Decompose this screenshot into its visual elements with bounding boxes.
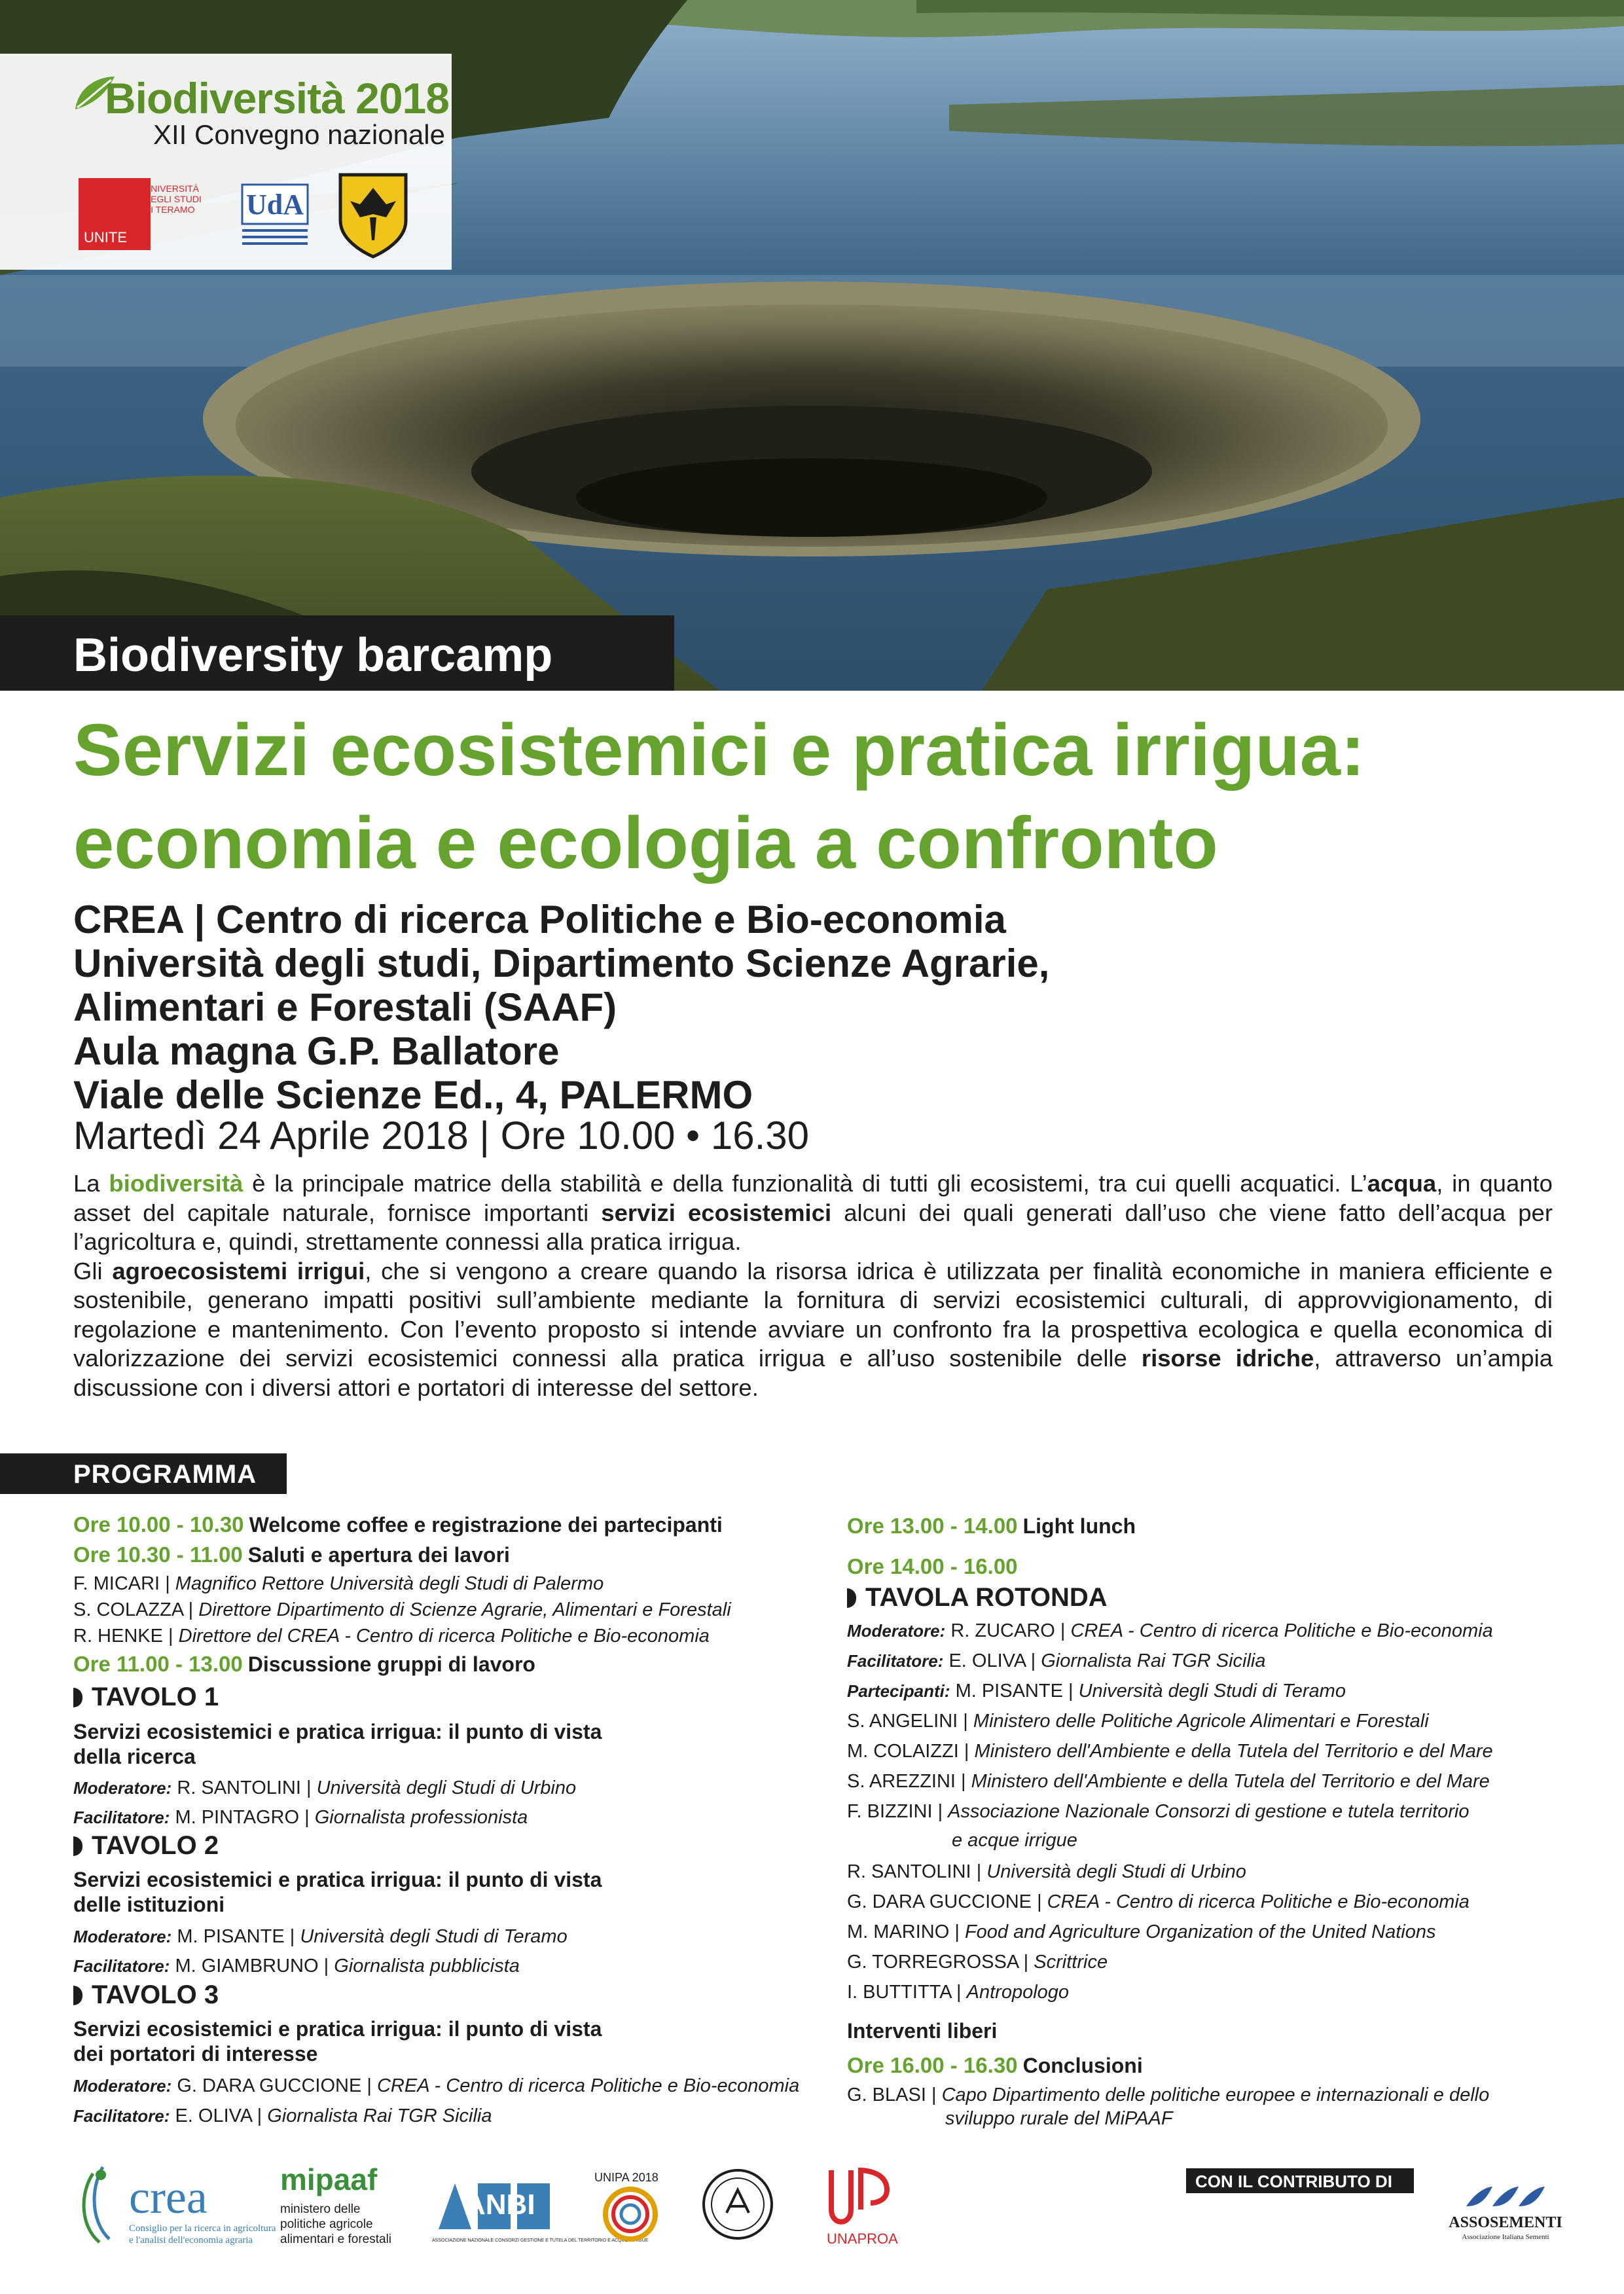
- barcamp-label: Biodiversity barcamp: [73, 629, 553, 682]
- participants-row: Partecipanti: M. PISANTE | Università degli Studi di Teramo: [847, 1681, 1346, 1702]
- half-circle-icon: [847, 1588, 856, 1608]
- svg-text:Consiglio per la ricerca in ag: Consiglio per la ricerca in agricoltura: [129, 2223, 276, 2234]
- unipa-2018-logo: [594, 2167, 666, 2246]
- mipaaf-logo: [280, 2160, 411, 2252]
- main-title-line: Servizi ecosistemici e pratica irrigua:: [73, 709, 1365, 791]
- schedule-time: Ore 14.00 - 16.00: [847, 1554, 1018, 1578]
- facilitator-row: Facilitatore: E. OLIVA | Giornalista Rai TGR Sicilia: [73, 2105, 492, 2126]
- moderator-row: Moderatore: R. ZUCARO | CREA - Centro di ricerca Politiche e Bio-economia: [847, 1620, 1493, 1641]
- schedule-item: [73, 1512, 723, 1537]
- participant-row: M. MARINO | Food and Agriculture Organization of the United Nations: [847, 1921, 1436, 1942]
- half-circle-icon: [73, 1836, 82, 1856]
- svg-text:crea: crea: [129, 2171, 208, 2223]
- tavolo-topic: Servizi ecosistemici e pratica irrigua: il punto di vista: [73, 2017, 602, 2041]
- unite-name-line: DI TERAMO: [144, 204, 195, 215]
- tavolo-heading: TAVOLO 2: [73, 1831, 219, 1861]
- svg-text:politiche agricole: politiche agricole: [280, 2217, 373, 2231]
- moderator-row: Moderatore: R. SANTOLINI | Università degli Studi di Urbino: [73, 1777, 577, 1798]
- participant-row-continued: e acque irrigue: [952, 1830, 1077, 1851]
- tavolo-topic: Servizi ecosistemici e pratica irrigua: il punto di vista: [73, 1720, 602, 1743]
- tavolo-topic: dei portatori di interesse: [73, 2042, 318, 2066]
- participant-row: G. DARA GUCCIONE | CREA - Centro di ricerca Politiche e Bio-economia: [847, 1891, 1470, 1912]
- intro-paragraph: La biodiversità è la principale matrice della stabilità e della funzionalità di tutti gli ecosistemi, tra cui quelli acquatici. L’acqua, in quanto asset del capitale naturale, fornisce importanti servizi ecosistemici alcuni dei quali generati dall’uso che viene fatto dell’acqua per l’agricoltura e, quindi, strettamente connessi alla pratica irrigua.: [73, 1170, 1553, 1255]
- keyword-servizi: servizi ecosistemici: [601, 1199, 832, 1226]
- unite-name: [144, 183, 223, 215]
- svg-text:alimentari e forestali: alimentari e forestali: [280, 2232, 392, 2246]
- closing-speaker-row: G. BLASI | Capo Dipartimento delle politiche europee e internazionali e dello: [847, 2085, 1490, 2105]
- schedule-time: Ore 10.30 - 11.00: [73, 1542, 243, 1567]
- speaker-row: R. HENKE | Direttore del CREA - Centro di ricerca Politiche e Bio-economia: [73, 1626, 710, 1647]
- participant-row: R. SANTOLINI | Università degli Studi di Urbino: [847, 1861, 1246, 1882]
- tavolo-topic: Servizi ecosistemici e pratica irrigua: il punto di vista: [73, 1868, 602, 1891]
- uda-logo: [236, 178, 314, 250]
- participant-row: S. AREZZINI | Ministero dell'Ambiente e della Tutela del Territorio e del Mare: [847, 1771, 1490, 1792]
- schedule-title: Welcome coffee e registrazione dei partecipanti: [249, 1513, 723, 1537]
- unaproa-logo: [821, 2164, 907, 2249]
- keyword-biodiversita: biodiversità: [109, 1170, 244, 1197]
- venue-line: Aula magna G.P. Ballatore: [73, 1029, 560, 1073]
- schedule-item: [847, 1514, 1136, 1538]
- schedule-item: [847, 1554, 1018, 1579]
- svg-text:Associazione Italiana Sementi: Associazione Italiana Sementi: [1462, 2233, 1549, 2241]
- svg-text:ASSOSEMENTI: ASSOSEMENTI: [1449, 2214, 1562, 2231]
- keyword-risorse: risorse idriche: [1141, 1345, 1314, 1372]
- programma-label: PROGRAMMA: [73, 1460, 257, 1489]
- svg-text:mipaaf: mipaaf: [280, 2162, 378, 2196]
- svg-text:UNAPROA: UNAPROA: [827, 2230, 898, 2247]
- tavolo-topic: delle istituzioni: [73, 1893, 225, 1916]
- contributo-banner: [1186, 2168, 1414, 2193]
- keyword-acqua: acqua: [1367, 1170, 1437, 1197]
- tavolo-heading: TAVOLO 1: [73, 1683, 219, 1712]
- unite-name-line: UNIVERSITÀ: [144, 183, 200, 194]
- barcamp-banner: [0, 615, 674, 691]
- event-subtitle: XII Convegno nazionale: [153, 119, 445, 150]
- interventi-liberi: Interventi liberi: [847, 2019, 998, 2043]
- schedule-time: Ore 16.00 - 16.30: [847, 2053, 1018, 2077]
- facilitator-row: Facilitatore: M. GIAMBRUNO | Giornalista pubblicista: [73, 1956, 520, 1976]
- unite-logo-text: UNITE: [84, 229, 127, 246]
- schedule-item: [73, 1542, 510, 1567]
- main-title-line: economia e ecologia a confronto: [73, 802, 1218, 884]
- moderator-row: Moderatore: M. PISANTE | Università degli Studi di Teramo: [73, 1926, 568, 1947]
- speaker-row: F. MICARI | Magnifico Rettore Università degli Studi di Palermo: [73, 1573, 604, 1594]
- seal-logo: [700, 2167, 776, 2242]
- unite-logo: [79, 178, 151, 250]
- participant-row: S. ANGELINI | Ministero delle Politiche Agricole Alimentari e Forestali: [847, 1711, 1429, 1732]
- half-circle-icon: [73, 1986, 82, 2005]
- speaker-row: S. COLAZZA | Direttore Dipartimento di Scienze Agrarie, Alimentari e Forestali: [73, 1599, 731, 1620]
- venue-line: Viale delle Scienze Ed., 4, PALERMO: [73, 1073, 753, 1117]
- moderator-row: Moderatore: G. DARA GUCCIONE | CREA - Centro di ricerca Politiche e Bio-economia: [73, 2075, 800, 2096]
- organizer-logo-panel: [0, 54, 452, 270]
- half-circle-icon: [73, 1688, 82, 1707]
- schedule-title: Conclusioni: [1022, 2054, 1143, 2077]
- event-date: Martedì 24 Aprile 2018 | Ore 10.00 • 16.30: [73, 1114, 809, 1157]
- facilitator-row: Facilitatore: E. OLIVA | Giornalista Rai TGR Sicilia: [847, 1650, 1266, 1671]
- unite-name-line: DEGLI STUDI: [144, 194, 202, 204]
- tavolo-topic: della ricerca: [73, 1745, 196, 1768]
- participant-row: G. TORREGROSSA | Scrittrice: [847, 1952, 1108, 1973]
- event-name: Biodiversità 2018: [105, 74, 449, 122]
- crest-icon: [334, 168, 412, 260]
- venue-line: CREA | Centro di ricerca Politiche e Bio-economia: [73, 898, 1006, 941]
- tavolo-heading: TAVOLO 3: [73, 1980, 219, 2010]
- schedule-title: Discussione gruppi di lavoro: [247, 1652, 535, 1676]
- participant-row: F. BIZZINI | Associazione Nazionale Consorzi di gestione e tutela territorio: [847, 1801, 1470, 1822]
- uda-logo-text: UdA: [245, 189, 304, 221]
- svg-text:UNIPA 2018: UNIPA 2018: [594, 2171, 659, 2184]
- participant-row: M. COLAIZZI | Ministero dell'Ambiente e della Tutela del Territorio e del Mare: [847, 1741, 1493, 1762]
- svg-text:e l'analisi dell'economia agra: e l'analisi dell'economia agraria: [129, 2235, 253, 2246]
- schedule-item: [73, 1652, 535, 1677]
- keyword-agroecosistemi: agroecosistemi irrigui: [112, 1257, 365, 1284]
- crea-logo: [73, 2160, 276, 2252]
- intro-text: [73, 1169, 1553, 1402]
- assosementi-logo: [1440, 2180, 1571, 2246]
- schedule-item: [847, 2053, 1143, 2078]
- facilitator-row: Facilitatore: M. PINTAGRO | Giornalista professionista: [73, 1807, 528, 1828]
- participant-row: I. BUTTITTA | Antropologo: [847, 1982, 1070, 2003]
- svg-text:ASSOCIAZIONE NAZIONALE CONSORZ: ASSOCIAZIONE NAZIONALE CONSORZI GESTIONE E TUTELA DEL TERRITORIO E ACQUE IRRIGUE: [432, 2238, 649, 2243]
- schedule-title: Saluti e apertura dei lavori: [247, 1543, 510, 1567]
- schedule-time: Ore 10.00 - 10.30: [73, 1512, 244, 1537]
- contributo-label: CON IL CONTRIBUTO DI: [1195, 2172, 1392, 2191]
- tavola-rotonda-heading: TAVOLA ROTONDA: [847, 1583, 1108, 1612]
- schedule-title: Light lunch: [1022, 1514, 1136, 1538]
- svg-text:ANBI: ANBI: [465, 2189, 535, 2221]
- svg-text:ministero delle: ministero delle: [280, 2202, 361, 2216]
- venue-line: Università degli studi, Dipartimento Scienze Agrarie,: [73, 941, 1050, 985]
- schedule-time: Ore 11.00 - 13.00: [73, 1652, 243, 1676]
- intro-paragraph: Gli agroecosistemi irrigui, che si vengono a creare quando la risorsa idrica è utilizzata per finalità economiche in maniera efficiente e sostenibile, generano impatti positivi sull’ambiente mediante la fornitura di servizi ecosistemici culturali, di approvvigionamento, di regolazione e mantenimento. Con l’evento proposto si intende avviare un confronto fra la prospettiva ecologica e quella economica di valorizzazione dei servizi ecosistemici connessi alla pratica irrigua e all’uso sostenibile delle risorse idriche, attraverso un’ampia discussione con i diversi attori e portatori di interesse del settore.: [73, 1257, 1553, 1401]
- schedule-time: Ore 13.00 - 14.00: [847, 1514, 1018, 1538]
- programma-banner: [0, 1453, 287, 1494]
- closing-speaker-row-continued: sviluppo rurale del MiPAAF: [945, 2108, 1173, 2129]
- venue-line: Alimentari e Forestali (SAAF): [73, 985, 617, 1029]
- hero-photo: [0, 0, 1624, 691]
